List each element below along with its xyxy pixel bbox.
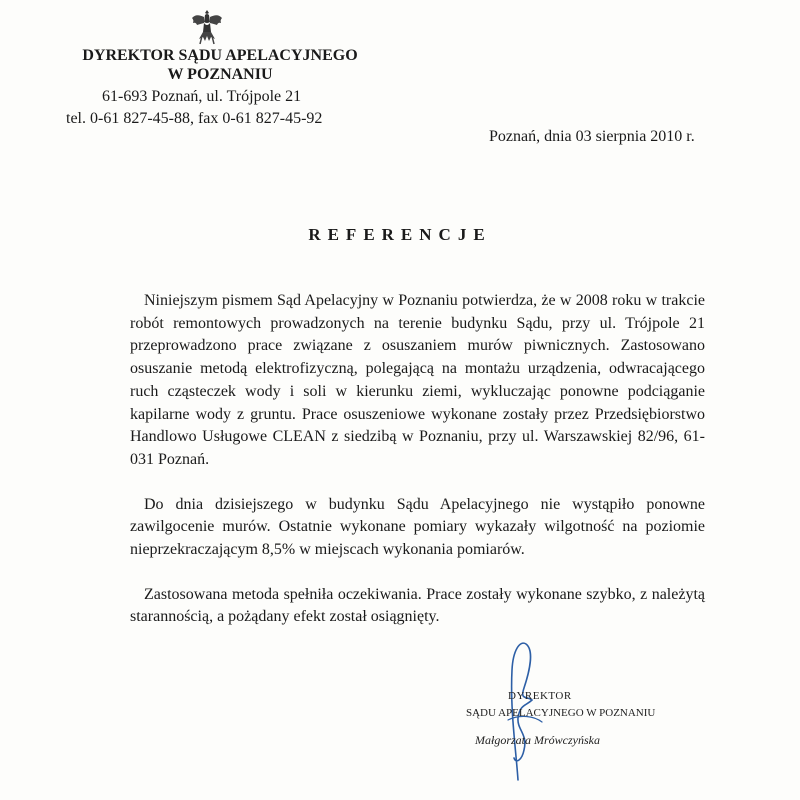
signatory-name: Małgorzata Mrówczyńska [475, 733, 600, 747]
document-title: REFERENCJE [308, 225, 492, 244]
paragraph: Do dnia dzisiejszego w budynku Sądu Apelacyjnego nie wystąpiło ponowne zawilgocenie murów. Ostatnie wykonane pomiary wykazały wilgotność na poziomie nieprzekraczającym 8,5% w miejscach wykonania pomiarów. [130, 495, 705, 559]
stamp-role-line2: SĄDU APELACYJNEGO W POZNANIU [466, 707, 656, 719]
header-address: 61-693 Poznań, ul. Trójpole 21 [102, 88, 302, 105]
stamp-role-line1: DYREKTOR [508, 690, 572, 702]
header-title-line2: W POZNANIU [167, 66, 273, 83]
header-contact: tel. 0-61 827-45-88, fax 0-61 827-45-92 [66, 110, 323, 127]
paragraph: Niniejszym pismem Sąd Apelacyjny w Poznaniu potwierdza, że w 2008 roku w trakcie robót remontowych prowadzonych na terenie budynku Sądu, przy ul. Trójpole 21 przeprowadzono prace związane z osuszaniem murów piwnicznych. Zastosowano osuszanie metodą elektrofizyczną, polegającą na montażu urządzenia, odwracającego ruch cząsteczek wody i soli w kierunku ziemi, wykluczając ponowne podciąganie kapilarne wody z gruntu. Prace osuszeniowe wykonane zostały przez Przedsiębiorstwo Handlowo Usługowe CLEAN z siedzibą w Poznaniu, przy ul. Warszawskiej 82/96, 61-031 Poznań. [130, 292, 705, 468]
header-title-line1: DYREKTOR SĄDU APELACYJNEGO [82, 47, 358, 64]
paragraph: Zastosowana metoda spełniła oczekiwania. Prace zostały wykonane szybko, z należytą starannością, a pożądany efekt został osiągnięty. [130, 585, 705, 626]
letter-body [130, 290, 705, 651]
polish-eagle-icon [190, 8, 224, 46]
letter-date: Poznań, dnia 03 sierpnia 2010 r. [489, 128, 695, 145]
